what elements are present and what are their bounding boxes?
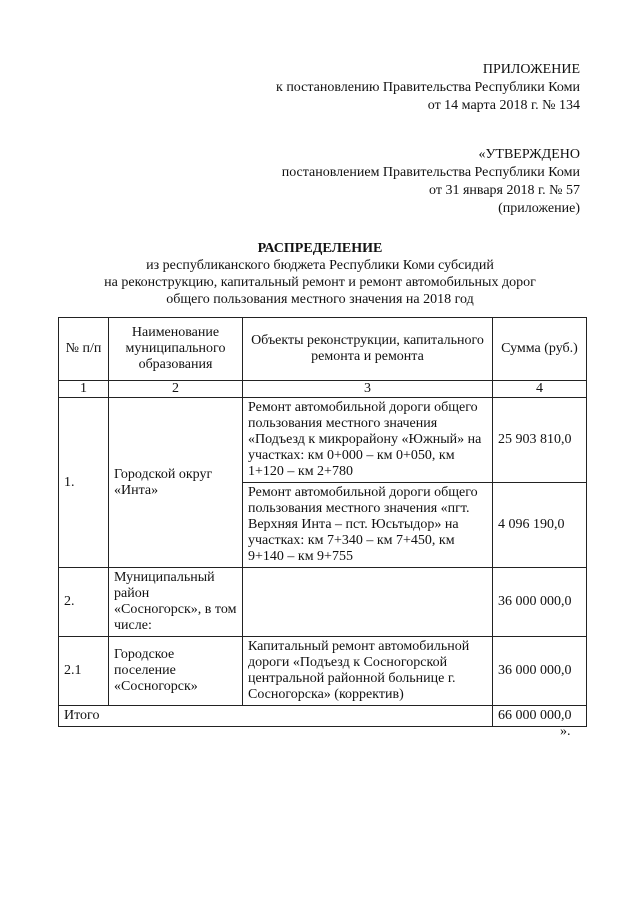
approved-title: «УТВЕРЖДЕНО: [478, 147, 580, 162]
title-line-3: общего пользования местного значения на 2018 год: [166, 292, 474, 307]
row3-object: Капитальный ремонт автомобильной дороги «Подъезд к Сосногорской центральной районной больнице г. Сосногорска» (корректив): [243, 637, 493, 706]
total-sum: 66 000 000,0: [493, 706, 587, 727]
table-row: [59, 637, 587, 706]
appendix-date: от 14 марта 2018 г. № 134: [427, 98, 580, 113]
row2-object: [243, 568, 493, 637]
title-line-1: из республиканского бюджета Республики Коми субсидий: [146, 258, 494, 273]
header-name: Наименование муниципального образования: [109, 318, 243, 381]
distribution-table: [58, 317, 587, 727]
table-row: [59, 398, 587, 483]
total-row: [59, 706, 587, 727]
table-row: [59, 568, 587, 637]
row3-name: Городское поселение «Сосногорск»: [109, 637, 243, 706]
appendix-title: ПРИЛОЖЕНИЕ: [482, 62, 580, 77]
approved-date: от 31 января 2018 г. № 57: [429, 183, 580, 198]
title-line-2: на реконструкцию, капитальный ремонт и ремонт автомобильных дорог: [104, 275, 536, 290]
row1-sum-2: 4 096 190,0: [493, 483, 587, 568]
total-label: Итого: [59, 706, 493, 727]
row1-num: 1.: [59, 398, 109, 568]
header-sum: Сумма (руб.): [493, 318, 587, 381]
colnum-4: 4: [493, 381, 587, 398]
colnum-3: 3: [243, 381, 493, 398]
approved-note: (приложение): [498, 201, 580, 216]
appendix-header: [276, 61, 580, 115]
closing-quote: ».: [560, 724, 571, 739]
row1-object-1: Ремонт автомобильной дороги общего пользования местного значения «Подъезд к микрорайону «Южный» на участках: км 0+000 – км 0+050, км 1+120 – км 2+780: [243, 398, 493, 483]
header-objects: Объекты реконструкции, капитального ремонта и ремонта: [243, 318, 493, 381]
row3-sum: 36 000 000,0: [493, 637, 587, 706]
approved-header: [282, 146, 580, 218]
row1-sum-1: 25 903 810,0: [493, 398, 587, 483]
row1-name: Городской округ «Инта»: [109, 398, 243, 568]
row2-sum: 36 000 000,0: [493, 568, 587, 637]
header-num: № п/п: [59, 318, 109, 381]
row2-name: Муниципальный район «Сосногорск», в том числе:: [109, 568, 243, 637]
row3-num: 2.1: [59, 637, 109, 706]
title-heading: РАСПРЕДЕЛЕНИЕ: [257, 241, 383, 256]
approved-resolution: постановлением Правительства Республики Коми: [281, 165, 580, 180]
colnum-1: 1: [59, 381, 109, 398]
document-title: [0, 240, 640, 308]
appendix-resolution: к постановлению Правительства Республики Коми: [276, 80, 580, 95]
row2-num: 2.: [59, 568, 109, 637]
row1-object-2: Ремонт автомобильной дороги общего пользования местного значения «пгт. Верхняя Инта – пст. Юсьтыдор» на участках: км 7+340 – км 7+450, км 9+140 – км 9+755: [243, 483, 493, 568]
column-number-row: [59, 381, 587, 398]
colnum-2: 2: [109, 381, 243, 398]
table-header-row: [59, 318, 587, 381]
